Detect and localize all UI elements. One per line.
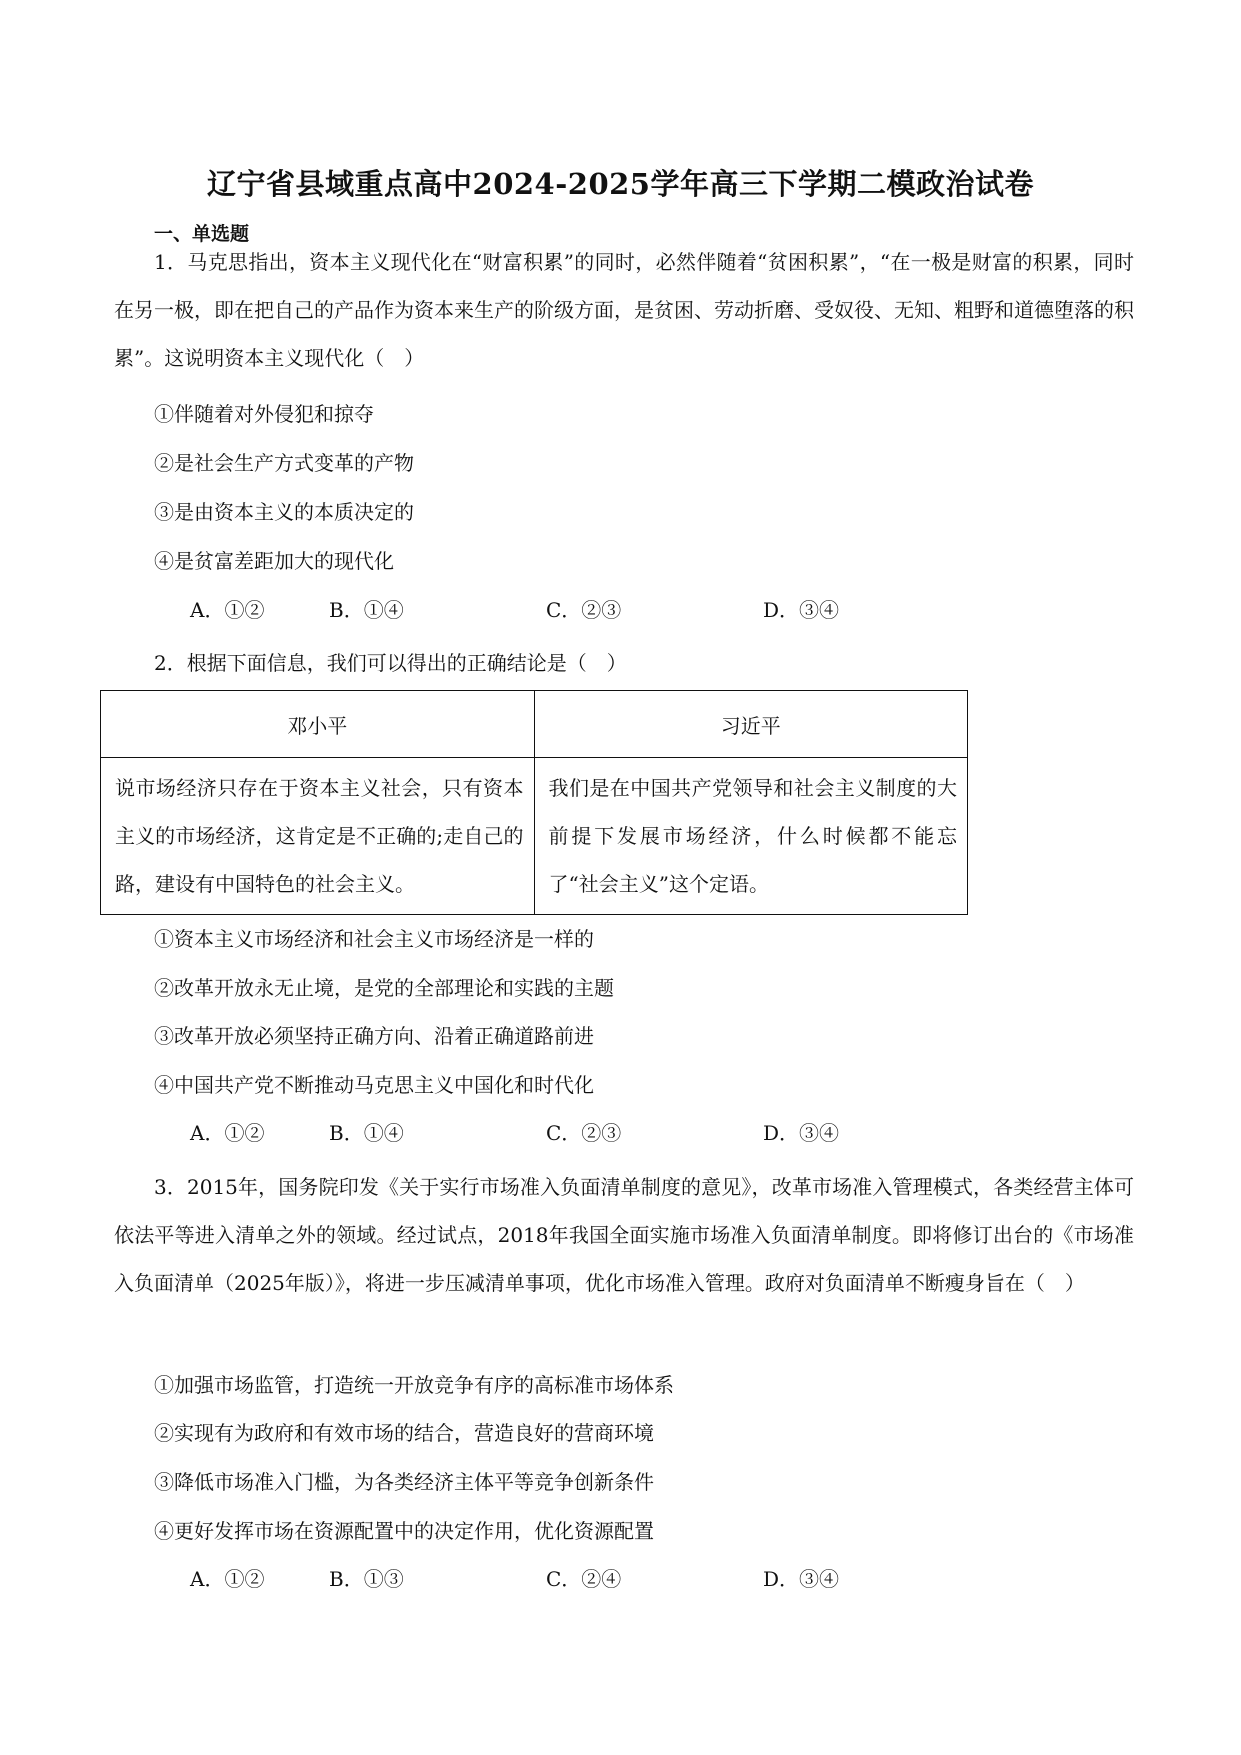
question-3-choice-a[interactable]: A．①② xyxy=(190,1567,265,1591)
question-1-option-4: ④是贫富差距加大的现代化 xyxy=(154,549,394,573)
question-3-option-2: ②实现有为政府和有效市场的结合，营造良好的营商环境 xyxy=(154,1421,654,1445)
question-1-option-3: ③是由资本主义的本质决定的 xyxy=(154,500,414,524)
question-2-choice-a[interactable]: A．①② xyxy=(190,1121,265,1145)
question-1-option-1: ①伴随着对外侵犯和掠夺 xyxy=(154,402,374,426)
quote-table xyxy=(100,690,968,915)
question-3-choice-c[interactable]: C．②④ xyxy=(546,1567,622,1591)
question-2-option-4: ④中国共产党不断推动马克思主义中国化和时代化 xyxy=(154,1073,594,1097)
question-1-choice-a[interactable]: A．①② xyxy=(190,598,265,622)
question-3-choice-b[interactable]: B．①③ xyxy=(329,1567,404,1591)
question-1-stem: 1．马克思指出，资本主义现代化在“财富积累”的同时，必然伴随着“贫困积累”，“在一极是财富的积累，同时在另一极，即在把自己的产品作为资本来生产的阶级方面，是贫困、劳动折磨、受奴役、无知、粗野和道德堕落的积累”。这说明资本主义现代化（ ） xyxy=(114,250,1134,370)
question-1-choice-c[interactable]: C．②③ xyxy=(546,598,622,622)
question-2-option-2: ②改革开放永无止境，是党的全部理论和实践的主题 xyxy=(154,976,614,1000)
question-3-choice-d[interactable]: D．③④ xyxy=(763,1567,840,1591)
question-1-option-2: ②是社会生产方式变革的产物 xyxy=(154,451,414,475)
question-2-choice-c[interactable]: C．②③ xyxy=(546,1121,622,1145)
question-3-option-4: ④更好发挥市场在资源配置中的决定作用，优化资源配置 xyxy=(154,1519,654,1543)
exam-title: 辽宁省县域重点高中2024-2025学年高三下学期二模政治试卷 xyxy=(207,167,1034,201)
question-2-option-1: ①资本主义市场经济和社会主义市场经济是一样的 xyxy=(154,927,594,951)
table-header-xi: 习近平 xyxy=(534,691,968,758)
question-2-stem: 2．根据下面信息，我们可以得出的正确结论是（ ） xyxy=(154,651,627,675)
question-3-stem: 3．2015年，国务院印发《关于实行市场准入负面清单制度的意见》，改革市场准入管理模式，各类经营主体可依法平等进入清单之外的领域。经过试点，2018年我国全面实施市场准入负面清单制度。即将修订出台的《市场准入负面清单（2025年版）》，将进一步压减清单事项，优化市场准入管理。政府对负面清单不断瘦身旨在（ ） xyxy=(114,1175,1134,1295)
question-3-option-1: ①加强市场监管，打造统一开放竞争有序的高标准市场体系 xyxy=(154,1373,674,1397)
table-cell-xi: 我们是在中国共产党领导和社会主义制度的大前提下发展市场经济，什么时候都不能忘了“社会主义”这个定语。 xyxy=(534,758,968,915)
question-1-choice-d[interactable]: D．③④ xyxy=(763,598,840,622)
question-2-choice-d[interactable]: D．③④ xyxy=(763,1121,840,1145)
question-3-option-3: ③降低市场准入门槛，为各类经济主体平等竞争创新条件 xyxy=(154,1470,654,1494)
question-2-option-3: ③改革开放必须坚持正确方向、沿着正确道路前进 xyxy=(154,1024,594,1048)
section-heading: 一、单选题 xyxy=(154,223,250,245)
table-header-deng: 邓小平 xyxy=(101,691,535,758)
question-1-choice-b[interactable]: B．①④ xyxy=(329,598,404,622)
question-2-choice-b[interactable]: B．①④ xyxy=(329,1121,404,1145)
table-cell-deng: 说市场经济只存在于资本主义社会，只有资本主义的市场经济，这肯定是不正确的;走自己的路，建设有中国特色的社会主义。 xyxy=(101,758,535,915)
